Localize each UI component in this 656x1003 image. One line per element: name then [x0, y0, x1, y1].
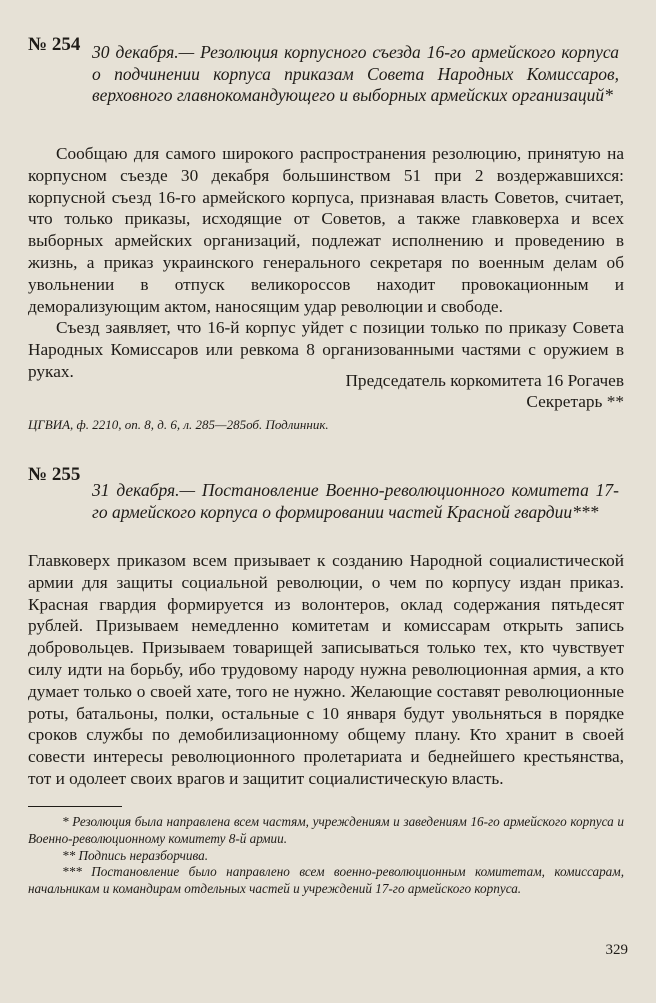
doc-254-signature-secretary: Секретарь **	[526, 392, 624, 411]
doc-254-paragraph-1: Сообщаю для самого широкого распространения резолюцию, принятую на корпусном съезде 30 декабря большинством 51 при 2 воздержавшихся: корпусной съезд 16-го армейского корпуса, признавая власть Советов, считает, что только приказы, исходящие от Советов, а также главковерха и всех выборных армейских организаций, подлежат исполнению и проведению в жизнь, а приказ украинского генерального секретаря по военным делам об увольнении в отпуск великороссов находит провокационным и деморализующим актом, наносящим удар революции и свободе.	[28, 144, 624, 316]
footnotes	[28, 814, 624, 898]
doc-254-number: № 254	[28, 34, 81, 55]
doc-254-body	[28, 143, 624, 383]
doc-255-number: № 255	[28, 464, 81, 485]
footnote-3: *** Постановление было направлено всем военно-революционным комитетам, комиссарам, начальникам и командирам отдельных частей и учреждений 17-го армейского корпуса.	[28, 864, 624, 897]
doc-255-title: 31 декабря.— Постановление Военно-революционного комитета 17-го армейского корпуса о формировании частей Красной гвардии***	[92, 480, 619, 522]
page-number: 329	[605, 942, 628, 958]
doc-254-signature-chairman: Председатель коркомитета 16 Рогачев	[345, 371, 624, 390]
doc-254-paragraph-2: Съезд заявляет, что 16-й корпус уйдет с позиции только по приказу Совета Народных Комиссаров или ревкома 8 организованными частями с оружием в руках.	[28, 318, 624, 381]
doc-255-body	[28, 550, 624, 790]
footnote-divider	[28, 806, 122, 807]
footnote-1: * Резолюция была направлена всем частям, учреждениям и заведениям 16-го армейского корпуса и Военно-революционному комитету 8-й армии.	[28, 814, 624, 846]
doc-254-archive-reference: ЦГВИА, ф. 2210, оп. 8, д. 6, л. 285—285об. Подлинник.	[28, 417, 329, 432]
doc-255-paragraph: Главковерх приказом всем призывает к созданию Народной социалистической армии для защиты социальной революции, о чем по корпусу издан приказ. Красная гвардия формируется из волонтеров, оклад содержания пятьдесят рублей. Призываем немедленно комитетам и комиссарам открыть запись добровольцев. Призываем товарищей записываться только тех, кто чувствует силу идти на борьбу, ибо трудовому народу нужна революционная армия, а кто думает только о своей хате, того не нужно. Желающие составят революционные роты, батальоны, полки, остальные с 10 января будут увольняться в порядке сроков службы по демобилизационному общему плану. Кто хранит в своей совести интересы революционного пролетариата и беднейшего крестьянства, тот и одолеет своих врагов и защитит социалистическую власть.	[28, 551, 624, 788]
doc-254-title: 30 декабря.— Резолюция корпусного съезда 16-го армейского корпуса о подчинении корпуса приказам Совета Народных Комиссаров, верховного главнокомандующего и выборных армейских организаций*	[92, 42, 619, 105]
footnote-2: ** Подпись неразборчива.	[62, 847, 209, 863]
